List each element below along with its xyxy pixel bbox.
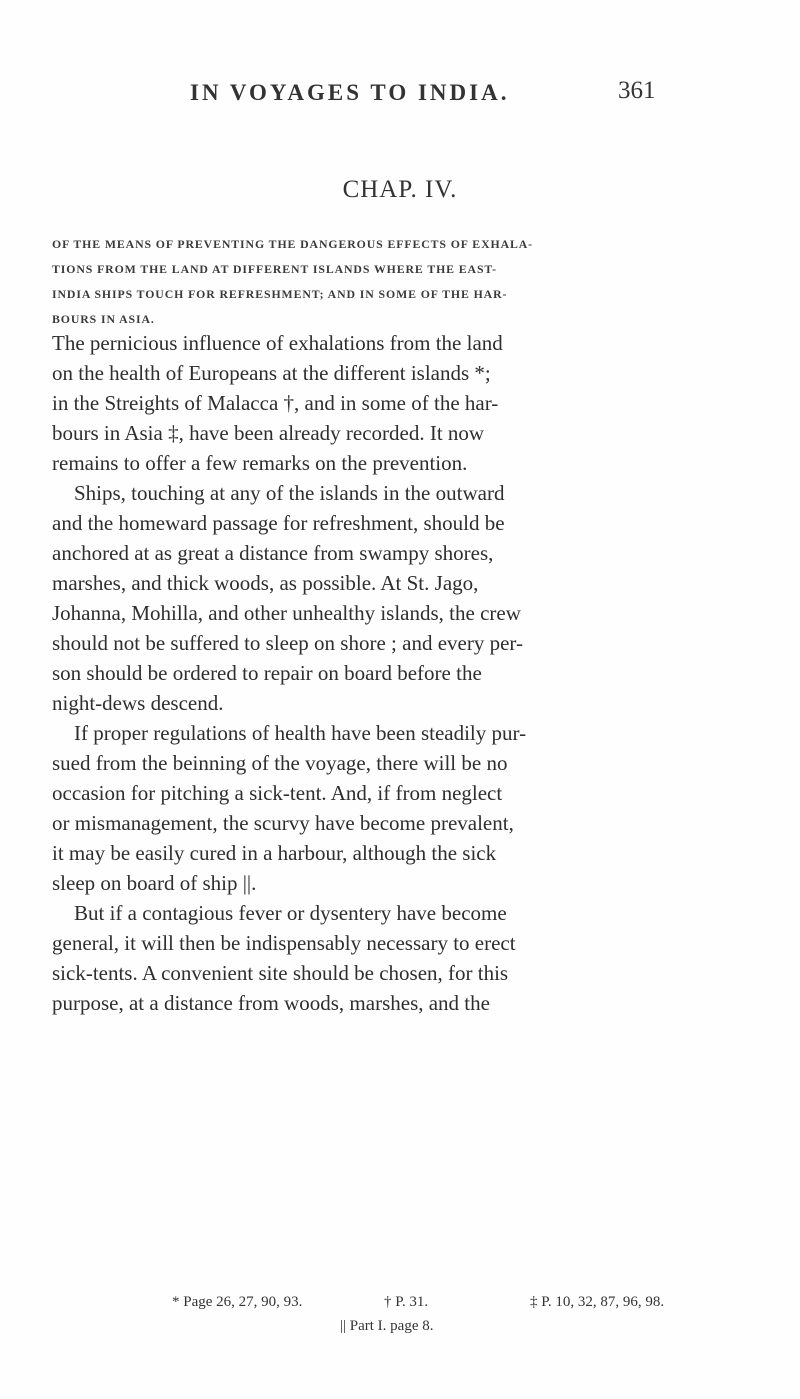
footnote: † P. 31. <box>384 1294 429 1310</box>
summary-line: BOURS IN ASIA. <box>52 312 155 326</box>
chapter-summary <box>52 232 752 332</box>
page-number: 361 <box>618 77 656 104</box>
body-line: sleep on board of ship ||. <box>52 871 257 895</box>
body-line: and the homeward passage for refreshment, should be <box>52 511 505 535</box>
body-line: Ships, touching at any of the islands in the outward <box>74 481 505 505</box>
chapter-title: CHAP. IV. <box>342 176 458 203</box>
body-text <box>52 328 752 1018</box>
summary-line: OF THE MEANS OF PREVENTING THE DANGEROUS EFFECTS OF EXHALA- <box>52 237 534 251</box>
body-line: it may be easily cured in a harbour, although the sick <box>52 841 497 865</box>
body-line: The pernicious influence of exhalations from the land <box>52 331 503 355</box>
body-line: Johanna, Mohilla, and other unhealthy islands, the crew <box>52 601 521 625</box>
summary-line: INDIA SHIPS TOUCH FOR REFRESHMENT; AND IN SOME OF THE HAR- <box>52 287 508 301</box>
body-line: purpose, at a distance from woods, marshes, and the <box>52 991 490 1015</box>
summary-line: TIONS FROM THE LAND AT DIFFERENT ISLANDS WHERE THE EAST- <box>52 262 497 276</box>
body-line: But if a contagious fever or dysentery have become <box>74 901 507 925</box>
footnote: || Part I. page 8. <box>340 1318 434 1334</box>
body-line: or mismanagement, the scurvy have become prevalent, <box>52 811 514 835</box>
body-line: sued from the beinning of the voyage, there will be no <box>52 751 508 775</box>
body-line: marshes, and thick woods, as possible. At St. Jago, <box>52 571 479 595</box>
body-line: general, it will then be indispensably necessary to erect <box>52 931 516 955</box>
body-line: remains to offer a few remarks on the prevention. <box>52 451 468 475</box>
running-head <box>190 77 720 112</box>
footnote: ‡ P. 10, 32, 87, 96, 98. <box>530 1294 665 1310</box>
body-line: should not be suffered to sleep on shore ; and every per- <box>52 631 523 655</box>
body-line: bours in Asia ‡, have been already recorded. It now <box>52 421 485 445</box>
body-line: on the health of Europeans at the different islands *; <box>52 361 491 385</box>
footnote: * Page 26, 27, 90, 93. <box>172 1294 303 1310</box>
body-line: night-dews descend. <box>52 691 224 715</box>
body-line: son should be ordered to repair on board before the <box>52 661 482 685</box>
body-line: If proper regulations of health have been steadily pur- <box>74 721 527 745</box>
body-line: occasion for pitching a sick-tent. And, if from neglect <box>52 781 503 805</box>
body-line: in the Streights of Malacca †, and in some of the har- <box>52 391 499 415</box>
body-line: anchored at as great a distance from swampy shores, <box>52 541 494 565</box>
body-line: sick-tents. A convenient site should be chosen, for this <box>52 961 509 985</box>
running-title: IN VOYAGES TO INDIA. <box>190 80 510 105</box>
